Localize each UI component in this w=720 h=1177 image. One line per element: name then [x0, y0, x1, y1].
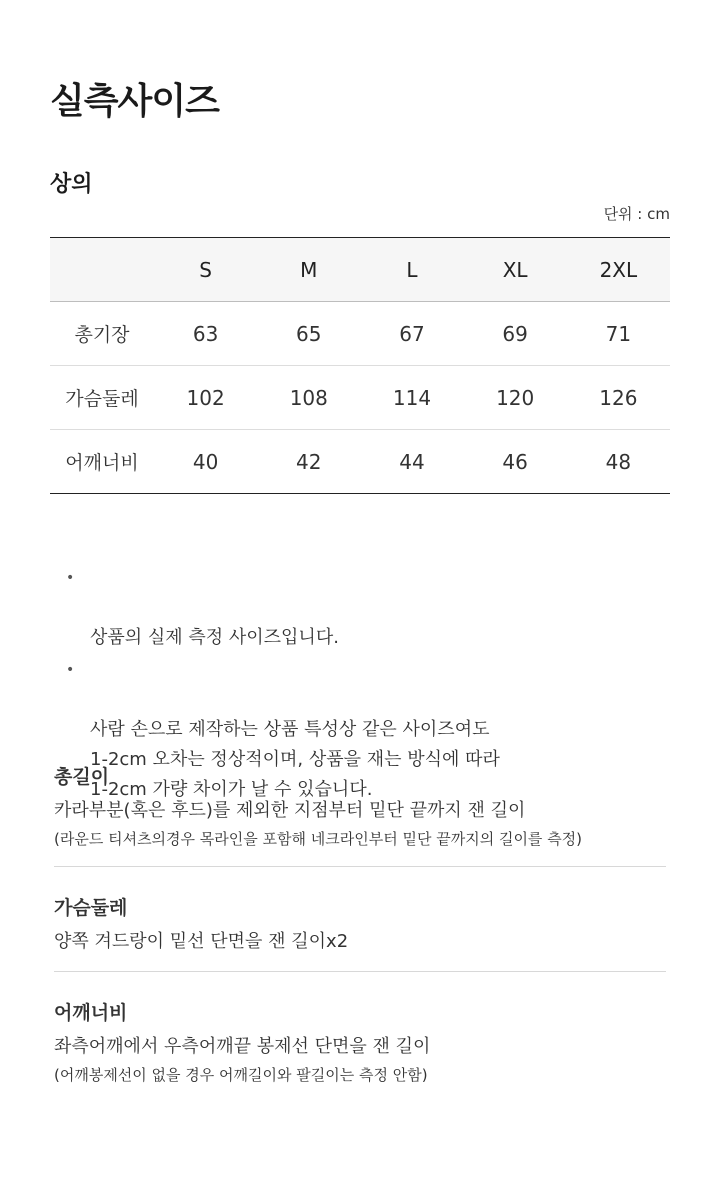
measurement-definitions — [54, 760, 666, 1126]
definition-title: 가슴둘레 — [54, 897, 128, 919]
table-row — [50, 366, 670, 430]
table-cell: 114 — [360, 366, 463, 430]
definition-chest — [54, 891, 666, 972]
note-text: 사람 손으로 제작하는 상품 특성상 같은 사이즈여도 1-2cm 오차는 정상적이며, 상품을 재는 방식에 따라 1-2cm 가량 차이가 날 수 있습니다. — [90, 719, 500, 800]
bullet-icon: • — [66, 662, 75, 678]
table-cell: 108 — [257, 366, 360, 430]
definition-description: 양쪽 겨드랑이 밑선 단면을 잰 길이x2 — [54, 931, 349, 952]
list-item — [66, 563, 626, 653]
table-cell: 126 — [567, 366, 670, 430]
table-cell: 71 — [567, 302, 670, 366]
definition-description: 좌측어깨에서 우측어깨끝 봉제선 단면을 잰 길이 — [54, 1036, 431, 1057]
page-title: 실측사이즈 — [50, 81, 219, 122]
definition-shoulder — [54, 996, 666, 1102]
definition-note: (라운드 티셔츠의경우 목라인을 포함해 네크라인부터 밑단 끝까지의 길이를 측정) — [54, 830, 583, 848]
table-cell: 44 — [360, 430, 463, 494]
table-row — [50, 302, 670, 366]
definition-description: 카라부분(혹은 후드)를 제외한 지점부터 밑단 끝까지 잰 길이 — [54, 800, 526, 821]
table-cell: 69 — [464, 302, 567, 366]
table-cell: 63 — [154, 302, 257, 366]
size-header-row — [50, 238, 670, 302]
note-text: 상품의 실제 측정 사이즈입니다. — [90, 627, 339, 648]
header-size-m: M — [257, 238, 360, 302]
table-cell: 120 — [464, 366, 567, 430]
header-size-s: S — [154, 238, 257, 302]
row-label: 총기장 — [50, 302, 154, 366]
definition-title: 총길이 — [54, 766, 110, 788]
size-table — [50, 237, 670, 494]
table-cell: 42 — [257, 430, 360, 494]
table-row — [50, 430, 670, 494]
table-cell: 40 — [154, 430, 257, 494]
table-cell: 67 — [360, 302, 463, 366]
row-label: 가슴둘레 — [50, 366, 154, 430]
definition-note: (어깨봉제선이 없을 경우 어깨길이와 팔길이는 측정 안함) — [54, 1066, 428, 1084]
table-cell: 48 — [567, 430, 670, 494]
table-cell: 46 — [464, 430, 567, 494]
table-cell: 65 — [257, 302, 360, 366]
row-label: 어깨너비 — [50, 430, 154, 494]
bullet-icon: • — [66, 570, 75, 586]
section-title: 상의 — [50, 172, 93, 197]
table-cell: 102 — [154, 366, 257, 430]
header-size-l: L — [360, 238, 463, 302]
header-size-2xl: 2XL — [567, 238, 670, 302]
definition-total-length — [54, 760, 666, 867]
header-corner — [50, 238, 154, 302]
definition-title: 어깨너비 — [54, 1002, 128, 1024]
unit-label: 단위 : cm — [603, 205, 670, 223]
header-size-xl: XL — [464, 238, 567, 302]
